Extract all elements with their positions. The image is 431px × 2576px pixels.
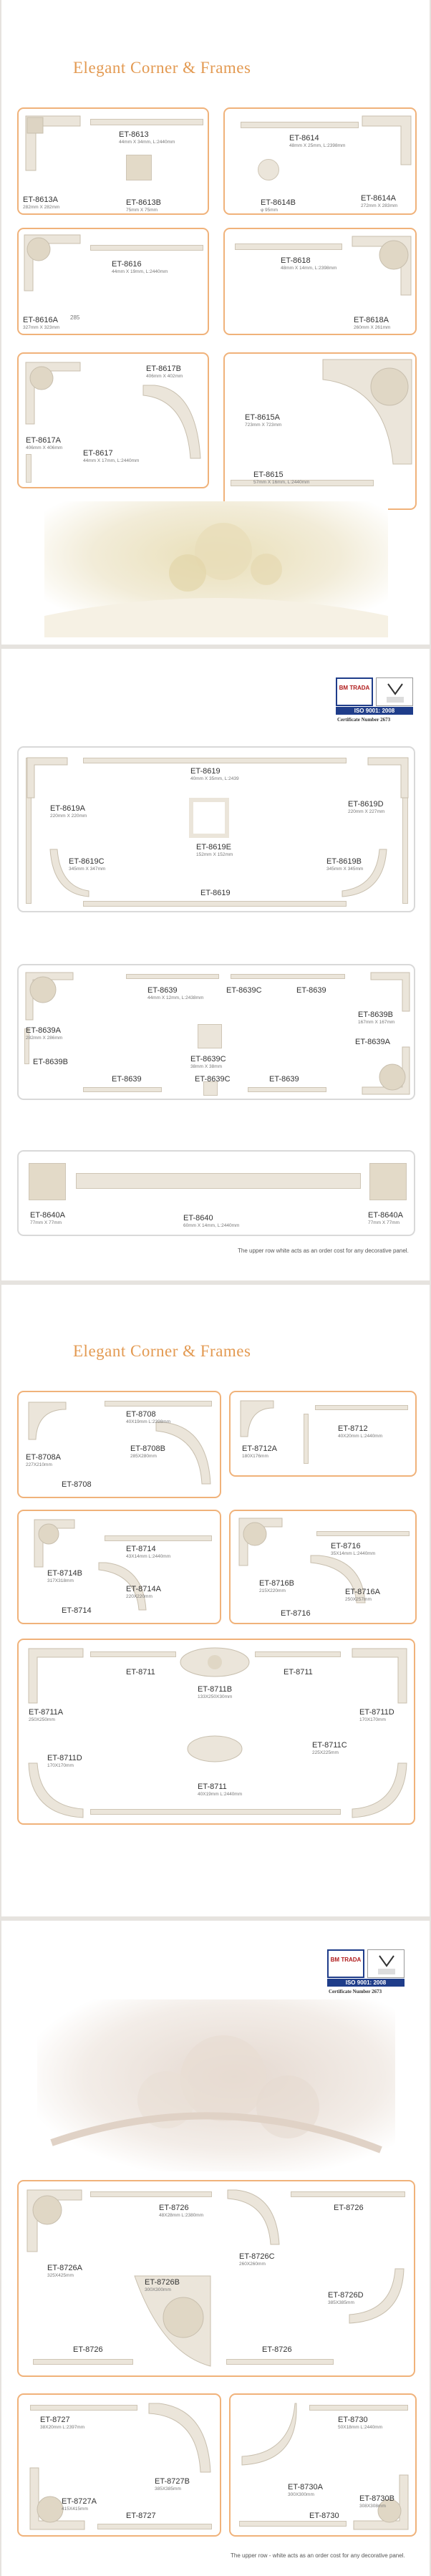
certification-badges xyxy=(336,677,417,725)
arc-corner-image xyxy=(140,382,203,461)
product-label: ET-8618A 260mm X 261mm xyxy=(354,316,391,330)
rosette-block-image xyxy=(369,1163,407,1200)
ornate-corner-image xyxy=(26,2189,83,2253)
product-frame-8640 xyxy=(17,1150,415,1236)
product-label: ET-8619B 345mm X 345mm xyxy=(326,857,364,872)
product-label: ET-8640A 77mm X 77mm xyxy=(368,1211,403,1225)
product-label: ET-8615A 723mm X 723mm xyxy=(245,413,282,428)
product-label: ET-8616A 327mm X 323mm xyxy=(23,316,60,330)
moulding-strip-image xyxy=(30,2405,137,2411)
product-label: ET-8639 xyxy=(296,986,326,995)
product-label: ET-8711D 170X170mm xyxy=(47,1754,82,1768)
page-title: Elegant Corner & Frames xyxy=(73,59,251,77)
moulding-strip-image xyxy=(90,1809,341,1815)
product-label: ET-8639A xyxy=(355,1038,390,1046)
product-label: ET-8619 40mm X 35mm, L:2439 xyxy=(190,767,239,781)
ornate-corner-image xyxy=(24,971,74,1021)
footnote: The upper row - white acts as an order cost for any decorative panel. xyxy=(231,2552,405,2559)
moulding-strip-image xyxy=(105,1401,212,1407)
corner-moulding-image xyxy=(351,235,412,296)
product-frame-8617 xyxy=(17,352,209,488)
footnote: The upper row white acts as an order cost for any decorative panel. xyxy=(238,1248,409,1254)
product-label: ET-8639 xyxy=(269,1075,299,1084)
bm-trada-logo: BM TRADA xyxy=(336,677,373,706)
rosette-block-image xyxy=(29,1163,66,1200)
corner-moulding-image xyxy=(369,971,411,1013)
product-frame-8614 xyxy=(223,107,417,215)
arc-corner-image xyxy=(239,1399,275,1438)
product-label: ET-8727 xyxy=(126,2512,156,2520)
corner-moulding-image xyxy=(27,1647,84,1704)
product-label: ET-8613B 75mm X 75mm xyxy=(126,198,161,213)
moulding-strip-image xyxy=(231,974,345,979)
product-frame-8639 xyxy=(17,964,415,1100)
product-label: ET-8716A 250X257mm xyxy=(345,1588,380,1602)
moulding-strip-image xyxy=(255,1651,341,1657)
product-label: ET-8639B 167mm X 167mm xyxy=(358,1010,395,1025)
product-label: ET-8614B φ 95mm xyxy=(261,198,296,213)
product-label: ET-8726A 325X425mm xyxy=(47,2264,82,2278)
product-frame-8616 xyxy=(17,228,209,335)
product-label: ET-8708 40X19mm L:2398mm xyxy=(126,1410,171,1424)
moulding-strip-image xyxy=(83,758,347,763)
product-frame-8708 xyxy=(17,1391,221,1498)
center-ornament-image xyxy=(179,1644,251,1680)
product-label: ET-8640A 77mm X 77mm xyxy=(30,1211,65,1225)
product-label: ET-8730 xyxy=(309,2512,339,2520)
product-frame-8726 xyxy=(17,2180,415,2377)
product-frame-8618 xyxy=(223,228,417,335)
product-label: ET-8711B 133X250X30mm xyxy=(198,1685,233,1699)
product-label: ET-8726 48X28mm L:2380mm xyxy=(159,2204,204,2218)
catalog-page-2 xyxy=(1,649,430,1280)
corner-moulding-image xyxy=(24,361,82,425)
product-label: ET-8708B 285X280mm xyxy=(130,1444,165,1459)
arc-corner-image xyxy=(27,1762,84,1819)
moulding-strip-image xyxy=(126,974,219,979)
moulding-strip-image xyxy=(83,1087,162,1092)
corner-moulding-image xyxy=(351,1647,408,1704)
bm-trada-logo: BM TRADA xyxy=(327,1949,364,1978)
moulding-strip-image xyxy=(105,1535,212,1541)
product-label: ET-8614 48mm X 25mm, L:2398mm xyxy=(289,134,346,148)
product-label: ET-8711A 250X250mm xyxy=(29,1708,64,1722)
product-label: ET-8726 xyxy=(262,2345,292,2354)
ornate-corner-image xyxy=(238,1517,284,1567)
product-label: ET-8614A 272mm X 283mm xyxy=(361,194,398,208)
product-label: ET-8617A 406mm X 406mm xyxy=(26,436,63,450)
moulding-strip-image xyxy=(33,2359,133,2365)
certificate-number: Certificate Number 2673 xyxy=(329,1989,382,1994)
page-title: Elegant Corner & Frames xyxy=(73,1342,251,1360)
moulding-strip-image xyxy=(315,1405,408,1410)
product-label: ET-8716 xyxy=(281,1609,311,1618)
moulding-strip-image xyxy=(291,2191,405,2197)
ornate-corner-image xyxy=(361,1046,411,1096)
product-label: ET-8730B 308X308mm xyxy=(359,2494,394,2509)
product-frame-8730 xyxy=(229,2393,417,2537)
moulding-strip-image xyxy=(304,1414,309,1464)
moulding-strip-image xyxy=(316,1531,410,1536)
product-label: ET-8716 35X14mm L:2440mm xyxy=(331,1542,376,1556)
product-frame-8711 xyxy=(17,1639,415,1825)
product-label: ET-8711C 225X225mm xyxy=(312,1741,347,1755)
rosette-block-image xyxy=(126,155,152,180)
ornate-corner-image xyxy=(33,1518,76,1568)
product-label: ET-8711 xyxy=(284,1668,313,1677)
product-label: ET-8619 xyxy=(200,889,231,897)
arc-corner-image xyxy=(226,2189,281,2246)
product-label: ET-8619C 345mm X 347mm xyxy=(69,857,106,872)
corner-moulding-image xyxy=(361,115,412,166)
moulding-strip-image xyxy=(239,2521,347,2527)
product-label: ET-8617 44mm X 17mm, L:2440mm xyxy=(83,449,140,463)
moulding-strip-image xyxy=(90,1651,176,1657)
arc-corner-image xyxy=(27,1401,67,1441)
product-label: ET-8639C xyxy=(195,1075,231,1084)
product-label: ET-8615 57mm X 16mm, L:2440mm xyxy=(253,471,310,485)
product-label: ET-8712A 180X176mm xyxy=(242,1444,277,1459)
product-frame-8727 xyxy=(17,2393,221,2537)
product-label: ET-8714A 220X220mm xyxy=(126,1585,161,1599)
moulding-strip-image xyxy=(83,901,347,907)
product-label: ET-8616 44mm X 19mm, L:2440mm xyxy=(112,260,168,274)
product-label: ET-8619A 220mm X 220mm xyxy=(50,804,87,819)
frieze-strip-image xyxy=(76,1173,361,1189)
product-label: ET-8619E 152mm X 152mm xyxy=(196,843,233,857)
product-label: ET-8716B 215X220mm xyxy=(259,1579,294,1593)
catalog-page-1 xyxy=(1,0,430,645)
moulding-strip-image xyxy=(248,1087,326,1092)
product-frame-8619 xyxy=(17,746,415,912)
moulding-strip-image xyxy=(26,454,32,483)
product-label: ET-8726B 300X300mm xyxy=(145,2278,180,2292)
product-frame-8714 xyxy=(17,1510,221,1624)
product-frame-8613 xyxy=(17,107,209,215)
moulding-strip-image xyxy=(226,2359,334,2365)
square-panel-image xyxy=(189,798,229,838)
product-label: ET-8613 44mm X 34mm, L:2440mm xyxy=(119,130,175,145)
product-label: ET-8714 43X14mm L:2440mm xyxy=(126,1545,171,1559)
product-label: ET-8639B xyxy=(33,1058,68,1066)
product-label: ET-8711 40X19mm L:2440mm xyxy=(198,1783,243,1797)
product-label: 285 xyxy=(70,314,80,321)
moulding-strip-image xyxy=(97,2524,212,2529)
moulding-strip-image xyxy=(309,2405,408,2411)
arc-corner-image xyxy=(241,2402,298,2466)
product-label: ET-8714B 317X318mm xyxy=(47,1569,82,1583)
product-frame-8615 xyxy=(223,352,417,510)
product-label: ET-8639 44mm X 12mm, L:2438mm xyxy=(147,986,204,1000)
product-label: ET-8619D 220mm X 227mm xyxy=(348,800,385,814)
corner-moulding-image xyxy=(24,115,82,172)
product-label: ET-8639C 38mm X 38mm xyxy=(190,1055,226,1069)
product-label: ET-8726D 385X385mm xyxy=(328,2291,364,2305)
decorative-ornament-image xyxy=(37,1999,395,2171)
ukas-logo xyxy=(376,677,413,706)
product-label: ET-8711D 170X170mm xyxy=(359,1708,394,1722)
moulding-strip-image xyxy=(241,122,359,128)
product-label: ET-8613A 282mm X 282mm xyxy=(23,196,60,210)
product-label: ET-8708 xyxy=(62,1480,92,1489)
product-label: ET-8726 xyxy=(334,2204,364,2212)
iso-label: ISO 9001: 2008 xyxy=(336,707,413,715)
iso-label: ISO 9001: 2008 xyxy=(327,1979,405,1987)
product-label: ET-8708A 227X210mm xyxy=(26,1453,61,1467)
product-label: ET-8639 xyxy=(112,1075,142,1084)
corner-moulding-image xyxy=(26,756,69,799)
moulding-strip-image xyxy=(90,119,203,125)
square-block-image xyxy=(198,1024,222,1048)
arc-corner-image xyxy=(351,1762,408,1819)
product-label: ET-8727B 385X385mm xyxy=(155,2477,190,2491)
certification-badges xyxy=(327,1949,409,1997)
large-corner-image xyxy=(321,358,413,465)
corner-moulding-image xyxy=(23,233,82,292)
catalog-page-4 xyxy=(1,1921,430,2576)
product-label: ET-8726 xyxy=(73,2345,103,2354)
product-label: ET-8639A 282mm X 286mm xyxy=(26,1026,63,1041)
certificate-number: Certificate Number 2673 xyxy=(337,717,391,723)
center-ornament-image xyxy=(186,1733,243,1765)
product-label: ET-8618 48mm X 14mm, L:2398mm xyxy=(281,256,337,271)
catalog-page-3 xyxy=(1,1285,430,1916)
product-label: ET-8714 xyxy=(62,1606,92,1615)
moulding-strip-image xyxy=(235,243,342,250)
product-label: ET-8712 40X20mm L:2440mm xyxy=(338,1424,383,1439)
decorative-interior-image xyxy=(44,501,388,637)
product-label: ET-8727A 415X415mm xyxy=(62,2497,97,2512)
product-label: ET-8726C 260X260mm xyxy=(239,2252,275,2267)
arc-corner-image xyxy=(147,2402,212,2474)
product-label: ET-8617B 406mm X 402mm xyxy=(146,365,183,379)
product-frame-8712 xyxy=(229,1391,417,1477)
product-label: ET-8730 50X18mm L:2440mm xyxy=(338,2416,383,2430)
product-label: ET-8730A 300X300mm xyxy=(288,2483,323,2497)
product-label: ET-8640 60mm X 14mm, L:2440mm xyxy=(183,1214,240,1228)
rosette-image xyxy=(258,159,279,180)
product-label: ET-8639C xyxy=(226,986,262,995)
corner-moulding-image xyxy=(367,756,410,799)
product-label: ET-8727 38X20mm L:2397mm xyxy=(40,2416,85,2430)
product-frame-8716 xyxy=(229,1510,417,1624)
moulding-strip-image xyxy=(90,2191,212,2197)
ukas-logo xyxy=(367,1949,405,1978)
product-label: ET-8711 xyxy=(126,1668,155,1677)
moulding-strip-image xyxy=(90,245,203,251)
